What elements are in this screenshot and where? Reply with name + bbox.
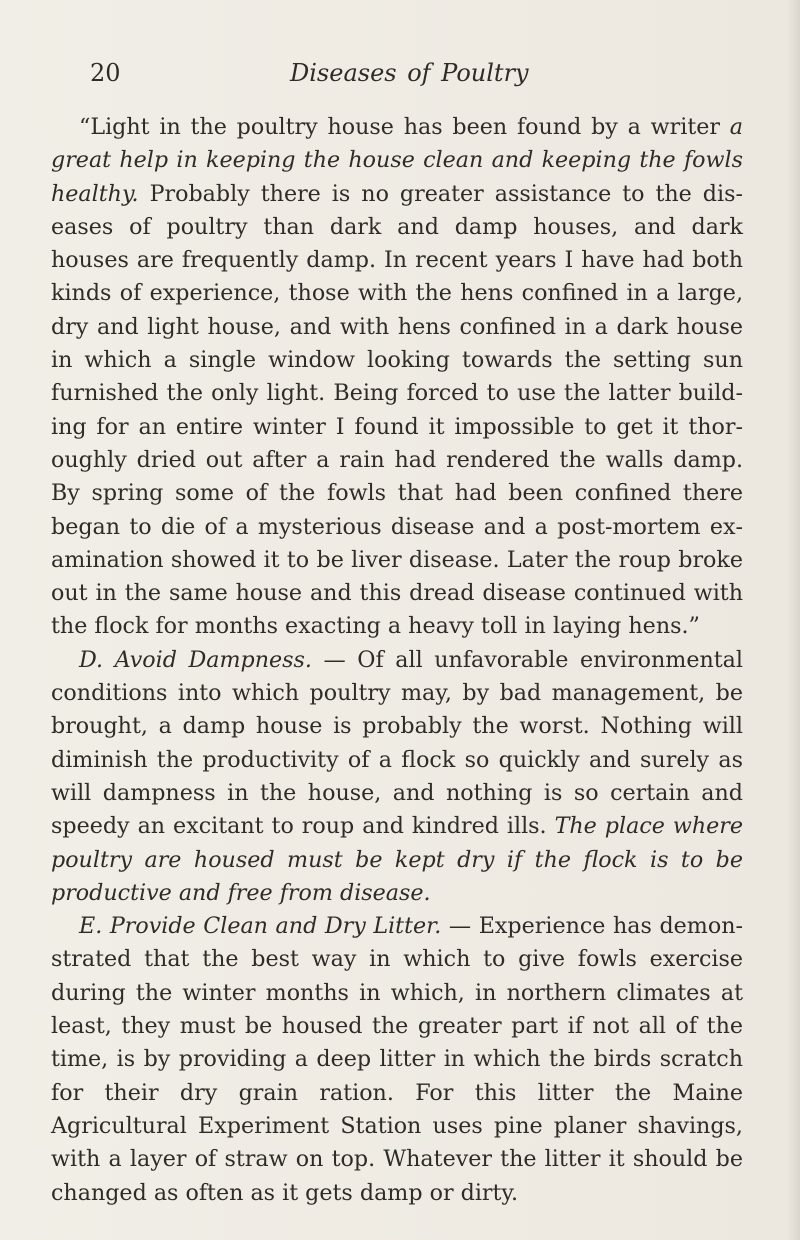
text-run-italic: a great help in keeping the house clean and keeping the fowls healthy.	[51, 114, 743, 207]
body-text	[51, 111, 743, 1210]
section-heading-d: D. Avoid Dampness.	[79, 646, 312, 673]
page-header	[90, 56, 720, 90]
paragraph-avoid-dampness	[51, 644, 743, 910]
page-edge-shadow	[786, 0, 800, 1240]
text-run: Probably there is no greater assistance to the diseases of poultry than dark and damp houses, and dark houses are frequently damp. In recent years I have had both kinds of experience, those with the hens confined in a large, dry and light house, and with hens confined in a dark house in which a single window looking towards the setting sun furnished the only light. Being forced to use the latter building for an entire winter I found it impossible to get it thoroughly dried out after a rain had rendered the walls damp. By spring some of the fowls that had been confined there began to die of a mysterious disease and a post-mortem examination showed it to be liver disease. Later the roup broke out in the same house and this dread disease continued with the flock for months exacting a heavy toll in laying hens.”	[51, 180, 743, 640]
paragraph-clean-litter	[51, 910, 743, 1210]
running-title: Diseases of Poultry	[290, 59, 529, 87]
paragraph-light-quote	[51, 111, 743, 644]
text-run: — Experience has demonstrated that the best way in which to give fowls exercise during the winter months in which, in northern climates at least, they must be housed the greater part if not all of the time, is by providing a deep litter in which the birds scratch for their dry grain ration. For this litter the Maine Agricultural Experiment Station uses pine planer shavings, with a layer of straw on top. Whatever the litter it should be changed as often as it gets damp or dirty.	[51, 913, 743, 1206]
text-run-italic: The place where poultry are housed must be kept dry if the flock is to be productive and free from disease.	[51, 813, 743, 906]
text-run: — Of all unfavorable environmental conditions into which poultry may, by bad management, be brought, a damp house is probably the worst. Nothing will diminish the productivity of a flock so quickly and surely as will dampness in the house, and nothing is so certain and speedy an excitant to roup and kindred ills.	[51, 646, 743, 840]
page-number: 20	[90, 59, 121, 87]
text-run: “Light in the poultry house has been found by a writer	[79, 114, 730, 140]
section-heading-e: E. Provide Clean and Dry Litter.	[79, 913, 442, 940]
